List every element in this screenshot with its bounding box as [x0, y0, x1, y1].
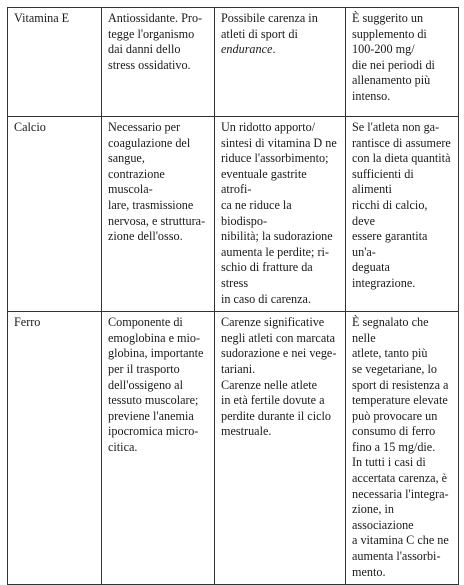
advice-line: può provocare un	[352, 408, 438, 423]
advice-line: È suggerito un	[352, 11, 424, 25]
function-cell	[102, 117, 215, 312]
deficiency-line: mestruale.	[221, 424, 272, 439]
advice-line: con la dieta quantità	[352, 151, 451, 166]
advice-cell	[346, 8, 459, 117]
function-line: globina, importante	[108, 346, 204, 361]
function-line: dai danni dello	[108, 42, 181, 57]
advice-line: fino a 15 mg/die.	[352, 439, 436, 454]
advice-line: necessaria l'integra-	[352, 486, 449, 501]
advice-line: Se l'atleta non ga-	[352, 120, 440, 134]
function-line: lare, trasmissione	[108, 197, 194, 212]
function-line: nervosa, e struttura-	[108, 213, 206, 228]
advice-line: 100-200 mg/	[352, 42, 415, 57]
table-row	[8, 312, 459, 585]
function-cell	[102, 8, 215, 117]
deficiency-line: negli atleti con marcata	[221, 330, 336, 345]
function-line: tegge l'organismo	[108, 26, 195, 41]
deficiency-line: Un ridotto apporto/	[221, 120, 316, 134]
advice-line: supplemento di	[352, 26, 427, 41]
deficiency-line: sintesi di vitamina D ne	[221, 135, 337, 150]
deficiency-line: ca ne riduce la biodispo-	[221, 197, 292, 228]
function-line: stress ossidativo.	[108, 57, 191, 72]
function-line: Necessario per	[108, 120, 181, 134]
advice-line: zione, in associazione	[352, 502, 414, 532]
deficiency-cell	[215, 312, 346, 585]
advice-cell	[346, 312, 459, 585]
advice-line: temperature elevate	[352, 393, 448, 408]
advice-line: sufficienti di alimenti	[352, 166, 414, 197]
function-line: previene l'anemia	[108, 408, 194, 423]
advice-line: accertata carenza, è	[352, 471, 448, 486]
advice-line: a vitamina C che ne	[352, 533, 449, 548]
advice-line: intenso.	[352, 88, 391, 103]
deficiency-cell	[215, 8, 346, 117]
nutrient-name: Calcio	[14, 120, 46, 134]
nutrient-name-cell	[8, 117, 102, 312]
deficiency-line: Carenze nelle atlete	[221, 377, 318, 392]
advice-line: In tutti i casi di	[352, 455, 426, 470]
deficiency-line: riduce l'assorbimento;	[221, 151, 329, 166]
function-line: Componente di	[108, 315, 183, 330]
function-line: ipocromica micro-	[108, 424, 199, 439]
deficiency-line: sudorazione e nei vege-	[221, 346, 337, 361]
advice-cell	[346, 117, 459, 312]
function-line: sangue,	[108, 151, 145, 166]
deficiency-text	[221, 11, 318, 56]
deficiency-line: aumenta le perdite; ri-	[221, 244, 329, 259]
deficiency-cell	[215, 117, 346, 312]
deficiency-line: tariani.	[221, 361, 256, 376]
table-row	[8, 117, 459, 312]
function-line: per il trasporto	[108, 361, 180, 376]
advice-line: die nei periodi di	[352, 57, 435, 72]
function-line: emoglobina e mio-	[108, 330, 201, 345]
advice-line: consumo di ferro	[352, 424, 436, 439]
deficiency-text-part: .	[272, 42, 276, 57]
advice-line: allenamento più	[352, 73, 431, 88]
deficiency-line: in caso di carenza.	[221, 291, 312, 306]
deficiency-line: Carenze significative	[221, 315, 325, 330]
nutrient-name: Vitamina E	[14, 11, 70, 25]
deficiency-italic-term: endurance	[221, 42, 273, 57]
nutrient-name: Ferro	[14, 315, 41, 330]
function-line: contrazione muscola-	[108, 166, 165, 197]
nutrient-name-cell	[8, 312, 102, 585]
function-line: tessuto muscolare;	[108, 393, 199, 408]
advice-line: essere garantita un'a-	[352, 229, 428, 259]
advice-line: se vegetariane, lo	[352, 361, 437, 376]
table-row	[8, 8, 459, 117]
function-cell	[102, 312, 215, 585]
function-line: Antiossidante. Pro-	[108, 11, 203, 25]
function-line: zione dell'osso.	[108, 229, 183, 244]
nutrient-name-cell	[8, 8, 102, 117]
deficiency-line: perdite durante il ciclo	[221, 408, 331, 423]
advice-line: mento.	[352, 564, 386, 579]
advice-line: sport di resistenza a	[352, 377, 449, 392]
nutrient-table	[7, 7, 459, 585]
deficiency-text-part: Possibile carenza in atleti di sport di	[221, 11, 318, 41]
function-line: coagulazione del	[108, 135, 191, 150]
deficiency-line: nibilità; la sudorazione	[221, 229, 333, 244]
advice-line: ricchi di calcio, deve	[352, 197, 428, 228]
deficiency-line: in età fertile dovute a	[221, 393, 325, 408]
advice-line: rantisce di assumere	[352, 135, 451, 150]
deficiency-line: eventuale gastrite atrofi-	[221, 166, 307, 197]
deficiency-line: schio di fratture da stress	[221, 260, 313, 290]
advice-line: atlete, tanto più	[352, 346, 428, 361]
advice-line: deguata integrazione.	[352, 260, 416, 290]
advice-line: aumenta l'assorbi-	[352, 549, 441, 564]
function-line: citica.	[108, 439, 138, 454]
advice-line: È segnalato che nelle	[352, 315, 429, 345]
function-line: dell'ossigeno al	[108, 377, 183, 392]
